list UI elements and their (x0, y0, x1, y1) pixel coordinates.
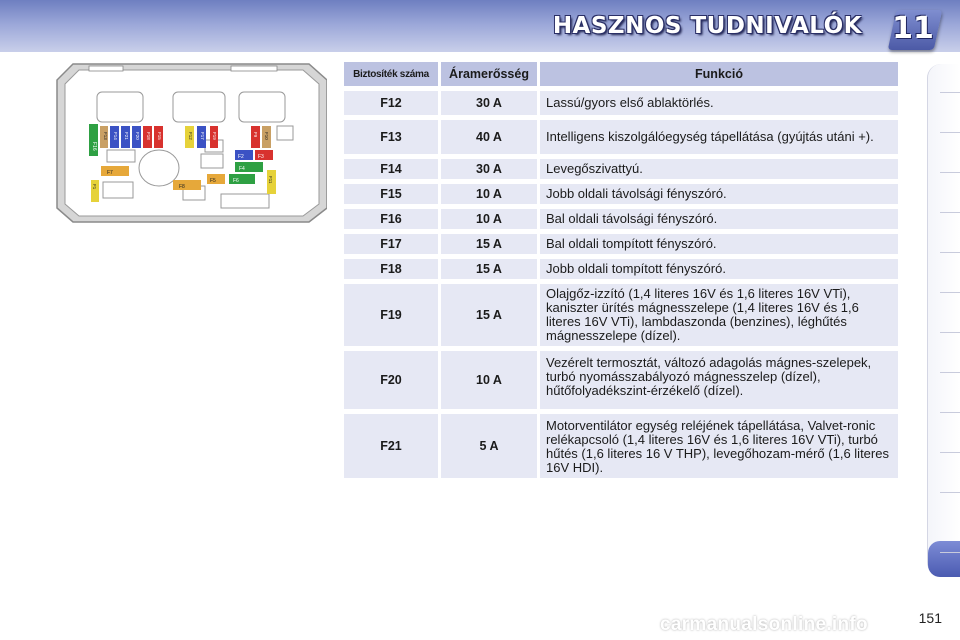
diagram-label: F1 (92, 184, 97, 190)
fuse-table (341, 57, 901, 483)
tab-divider (940, 212, 960, 213)
active-chapter-tab[interactable] (928, 541, 960, 577)
fuse-id: F12 (344, 91, 438, 115)
column-header-function: Funkció (540, 62, 898, 86)
tab-divider (940, 492, 960, 493)
fuse-id: F19 (344, 284, 438, 346)
diagram-label: F3 (258, 154, 264, 160)
fuse-amperage: 40 A (441, 120, 537, 154)
table-row (344, 159, 898, 179)
diagram-label: F11 (268, 176, 273, 184)
table-row (344, 351, 898, 409)
table-row (344, 209, 898, 229)
chapter-number: 11 (892, 11, 934, 46)
fuse-function: Jobb oldali tompított fényszóró. (540, 259, 898, 279)
diagram-label: F13 (103, 132, 108, 140)
fuse-amperage: 15 A (441, 284, 537, 346)
page-number: 151 (918, 610, 942, 626)
diagram-label: F17 (200, 132, 205, 140)
table-row (344, 91, 898, 115)
table-header-row (344, 62, 898, 86)
fuse-amperage: 15 A (441, 259, 537, 279)
fuse-function: Vezérelt termosztát, változó adagolás mágnes-szelepek, turbó nyomásszabályozó mágnesszelep (dízel), hűtőfolyadékszint-érzékelő (dízel). (540, 351, 898, 409)
table-row (344, 184, 898, 204)
column-header-amperage: Áramerősség (441, 62, 537, 86)
tab-divider (940, 132, 960, 133)
fuse-id: F15 (344, 184, 438, 204)
table-row (344, 259, 898, 279)
fuse-amperage: 10 A (441, 351, 537, 409)
diagram-label: F10 (264, 132, 269, 140)
fuse-amperage: 10 A (441, 209, 537, 229)
fuse-id: F13 (344, 120, 438, 154)
fuse-id: F16 (344, 209, 438, 229)
page-title: HASZNOS TUDNIVALÓK (552, 13, 862, 39)
diagram-label: F7 (107, 170, 113, 176)
fuse-function: Lassú/gyors első ablaktörlés. (540, 91, 898, 115)
tab-divider (940, 452, 960, 453)
diagram-label: F8 (179, 184, 185, 190)
diagram-label: F15 (157, 132, 162, 140)
fuse-function: Jobb oldali távolsági fényszóró. (540, 184, 898, 204)
diagram-label: F5 (210, 178, 216, 184)
table-row (344, 284, 898, 346)
watermark: carmanualsonline.info (660, 614, 868, 635)
fuse-amperage: 5 A (441, 414, 537, 478)
tab-divider (940, 552, 960, 553)
fuse-function: Olajgőz-izzító (1,4 literes 16V és 1,6 literes 16V VTi), kaniszter ürítés mágnesszelepe (1,4 literes 16V és 1,6 literes 16V VTi), lambdaszonda (benzines), léghűtés mágnesszelepe (dízel). (540, 284, 898, 346)
fuse-amperage: 30 A (441, 91, 537, 115)
tab-divider (940, 412, 960, 413)
fuse-amperage: 30 A (441, 159, 537, 179)
diagram-label: F6 (233, 178, 239, 184)
fuse-id: F17 (344, 234, 438, 254)
fuse-box-diagram (55, 62, 327, 224)
tab-divider (940, 292, 960, 293)
diagram-label: F18 (146, 132, 151, 140)
tab-divider (940, 92, 960, 93)
diagram-label: F2 (238, 154, 244, 160)
fuse-function: Bal oldali távolsági fényszóró. (540, 209, 898, 229)
table-row (344, 414, 898, 478)
fuse-function: Levegőszivattyú. (540, 159, 898, 179)
fuse-id: F21 (344, 414, 438, 478)
chapter-tabs[interactable] (927, 64, 960, 576)
diagram-label: F19 (212, 132, 217, 140)
fuse-id: F18 (344, 259, 438, 279)
diagram-label: F16 (91, 142, 97, 151)
tab-divider (940, 332, 960, 333)
fuse-id: F20 (344, 351, 438, 409)
table-row (344, 120, 898, 154)
diagram-label: F9 (253, 132, 258, 138)
diagram-label: F20 (135, 132, 140, 140)
diagram-label: F4 (239, 166, 245, 172)
diagram-label: F12 (188, 132, 193, 140)
diagram-label: F21 (124, 132, 129, 140)
fuse-amperage: 15 A (441, 234, 537, 254)
tab-divider (940, 372, 960, 373)
fuse-f16-block (89, 124, 98, 156)
table-row (344, 234, 898, 254)
tab-divider (940, 252, 960, 253)
column-header-fuse: Biztosíték száma (344, 62, 438, 86)
fuse-function: Motorventilátor egység reléjének tápellátása, Valvet-ronic relékapcsoló (1,4 literes 16V és 1,6 literes 16V VTi), turbó hűtés (1,6 literes 16 V THP), levegőhozam-mérő (1,6 literes 16V HDI). (540, 414, 898, 478)
fuse-id: F14 (344, 159, 438, 179)
fuse-function: Bal oldali tompított fényszóró. (540, 234, 898, 254)
tab-divider (940, 172, 960, 173)
fuse-amperage: 10 A (441, 184, 537, 204)
diagram-label: F14 (113, 132, 118, 140)
fuse-function: Intelligens kiszolgálóegység tápellátása (gyújtás utáni +). (540, 120, 898, 154)
